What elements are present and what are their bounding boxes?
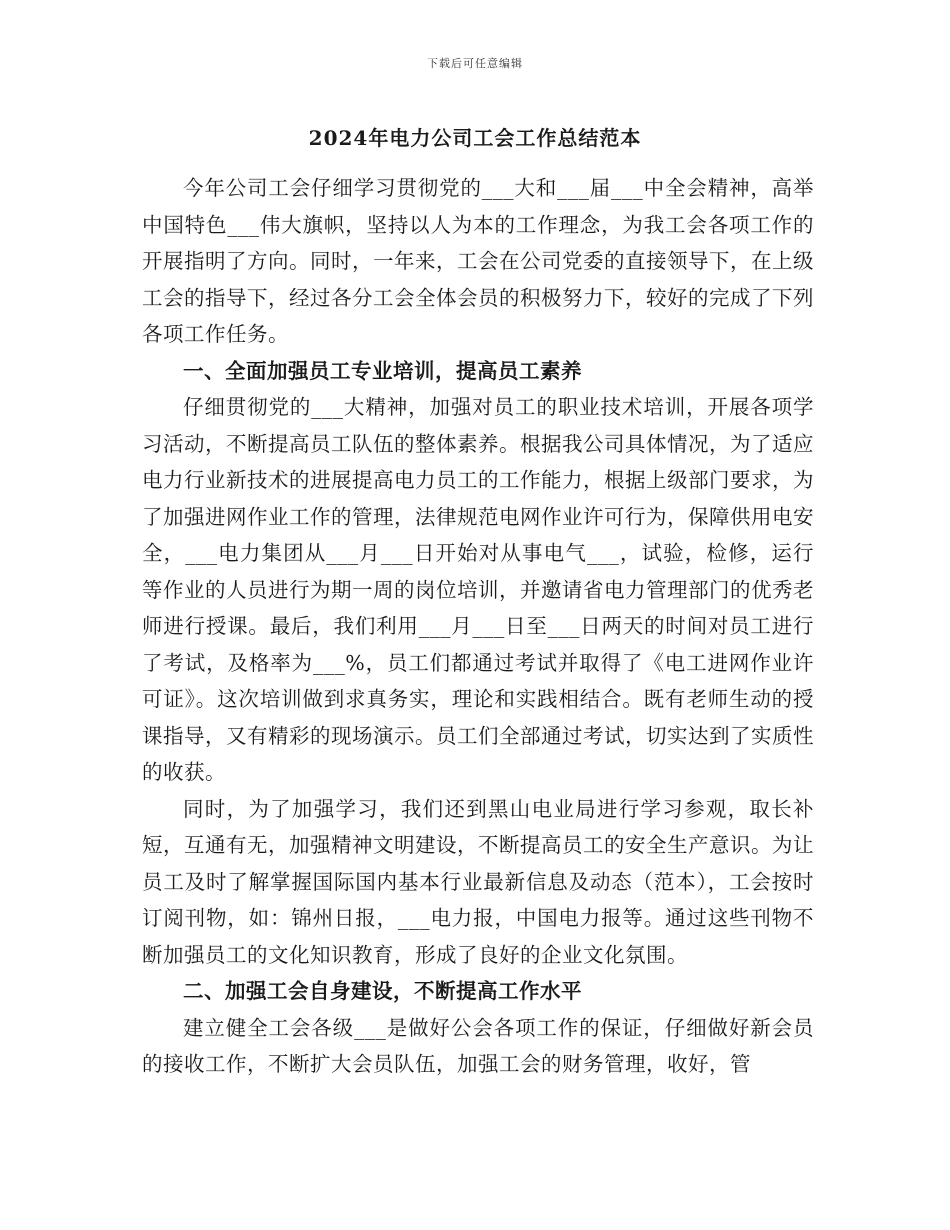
paragraph-intro: 今年公司工会仔细学习贯彻党的___大和___届___中全会精神，高举中国特色___伟大旗帜，坚持以人为本的工作理念，为我工会各项工作的开展指明了方向。同时，一年来，工会在公司党委的直接领导下，在上级工会的指导下，经过各分工会全体会员的积极努力下，较好的完成了下列各项工作任务。 [142,176,814,346]
header-note: 下载后可任意编辑 [427,57,523,70]
paragraph-learning: 同时，为了加强学习，我们还到黑山电业局进行学习参观，取长补短，互通有无，加强精神文明建设，不断提高员工的安全生产意识。为让员工及时了解掌握国际国内基本行业最新信息及动态（范本），工会按时订阅刊物，如：锦州日报，___电力报，中国电力报等。通过这些刊物不断加强员工的文化知识教育，形成了良好的企业文化氛围。 [142,796,814,967]
paragraph-training: 仔细贯彻党的___大精神，加强对员工的职业技术培训，开展各项学习活动，不断提高员工队伍的整体素养。根据我公司具体情况，为了适应电力行业新技术的进展提高电力员工的工作能力，根据上级部门要求，为了加强进网作业工作的管理，法律规范电网作业许可行为，保障供用电安全，___电力集团从___月___日开始对从事电气___，试验，检修，运行等作业的人员进行为期一周的岗位培训，并邀请省电力管理部门的优秀老师进行授课。最后，我们利用___月___日至___日两天的时间对员工进行了考试，及格率为___%，员工们都通过考试并取得了《电工进网作业许可证》。这次培训做到求真务实，理论和实践相结合。既有老师生动的授课指导，又有精彩的现场演示。员工们全部通过考试，切实达到了实质性的收获。 [142,395,814,784]
section-heading-1: 一、全面加强员工专业培训，提高员工素养 [183,358,582,383]
document-body [142,170,814,1083]
paragraph-union-building: 建立健全工会各级___是做好公会各项工作的保证，仔细做好新会员的接收工作，不断扩大会员队伍，加强工会的财务管理，收好，管 [142,1015,814,1076]
section-heading-2: 二、加强工会自身建设，不断提高工作水平 [183,979,582,1003]
document-title: 2024年电力公司工会工作总结范本 [308,126,642,150]
